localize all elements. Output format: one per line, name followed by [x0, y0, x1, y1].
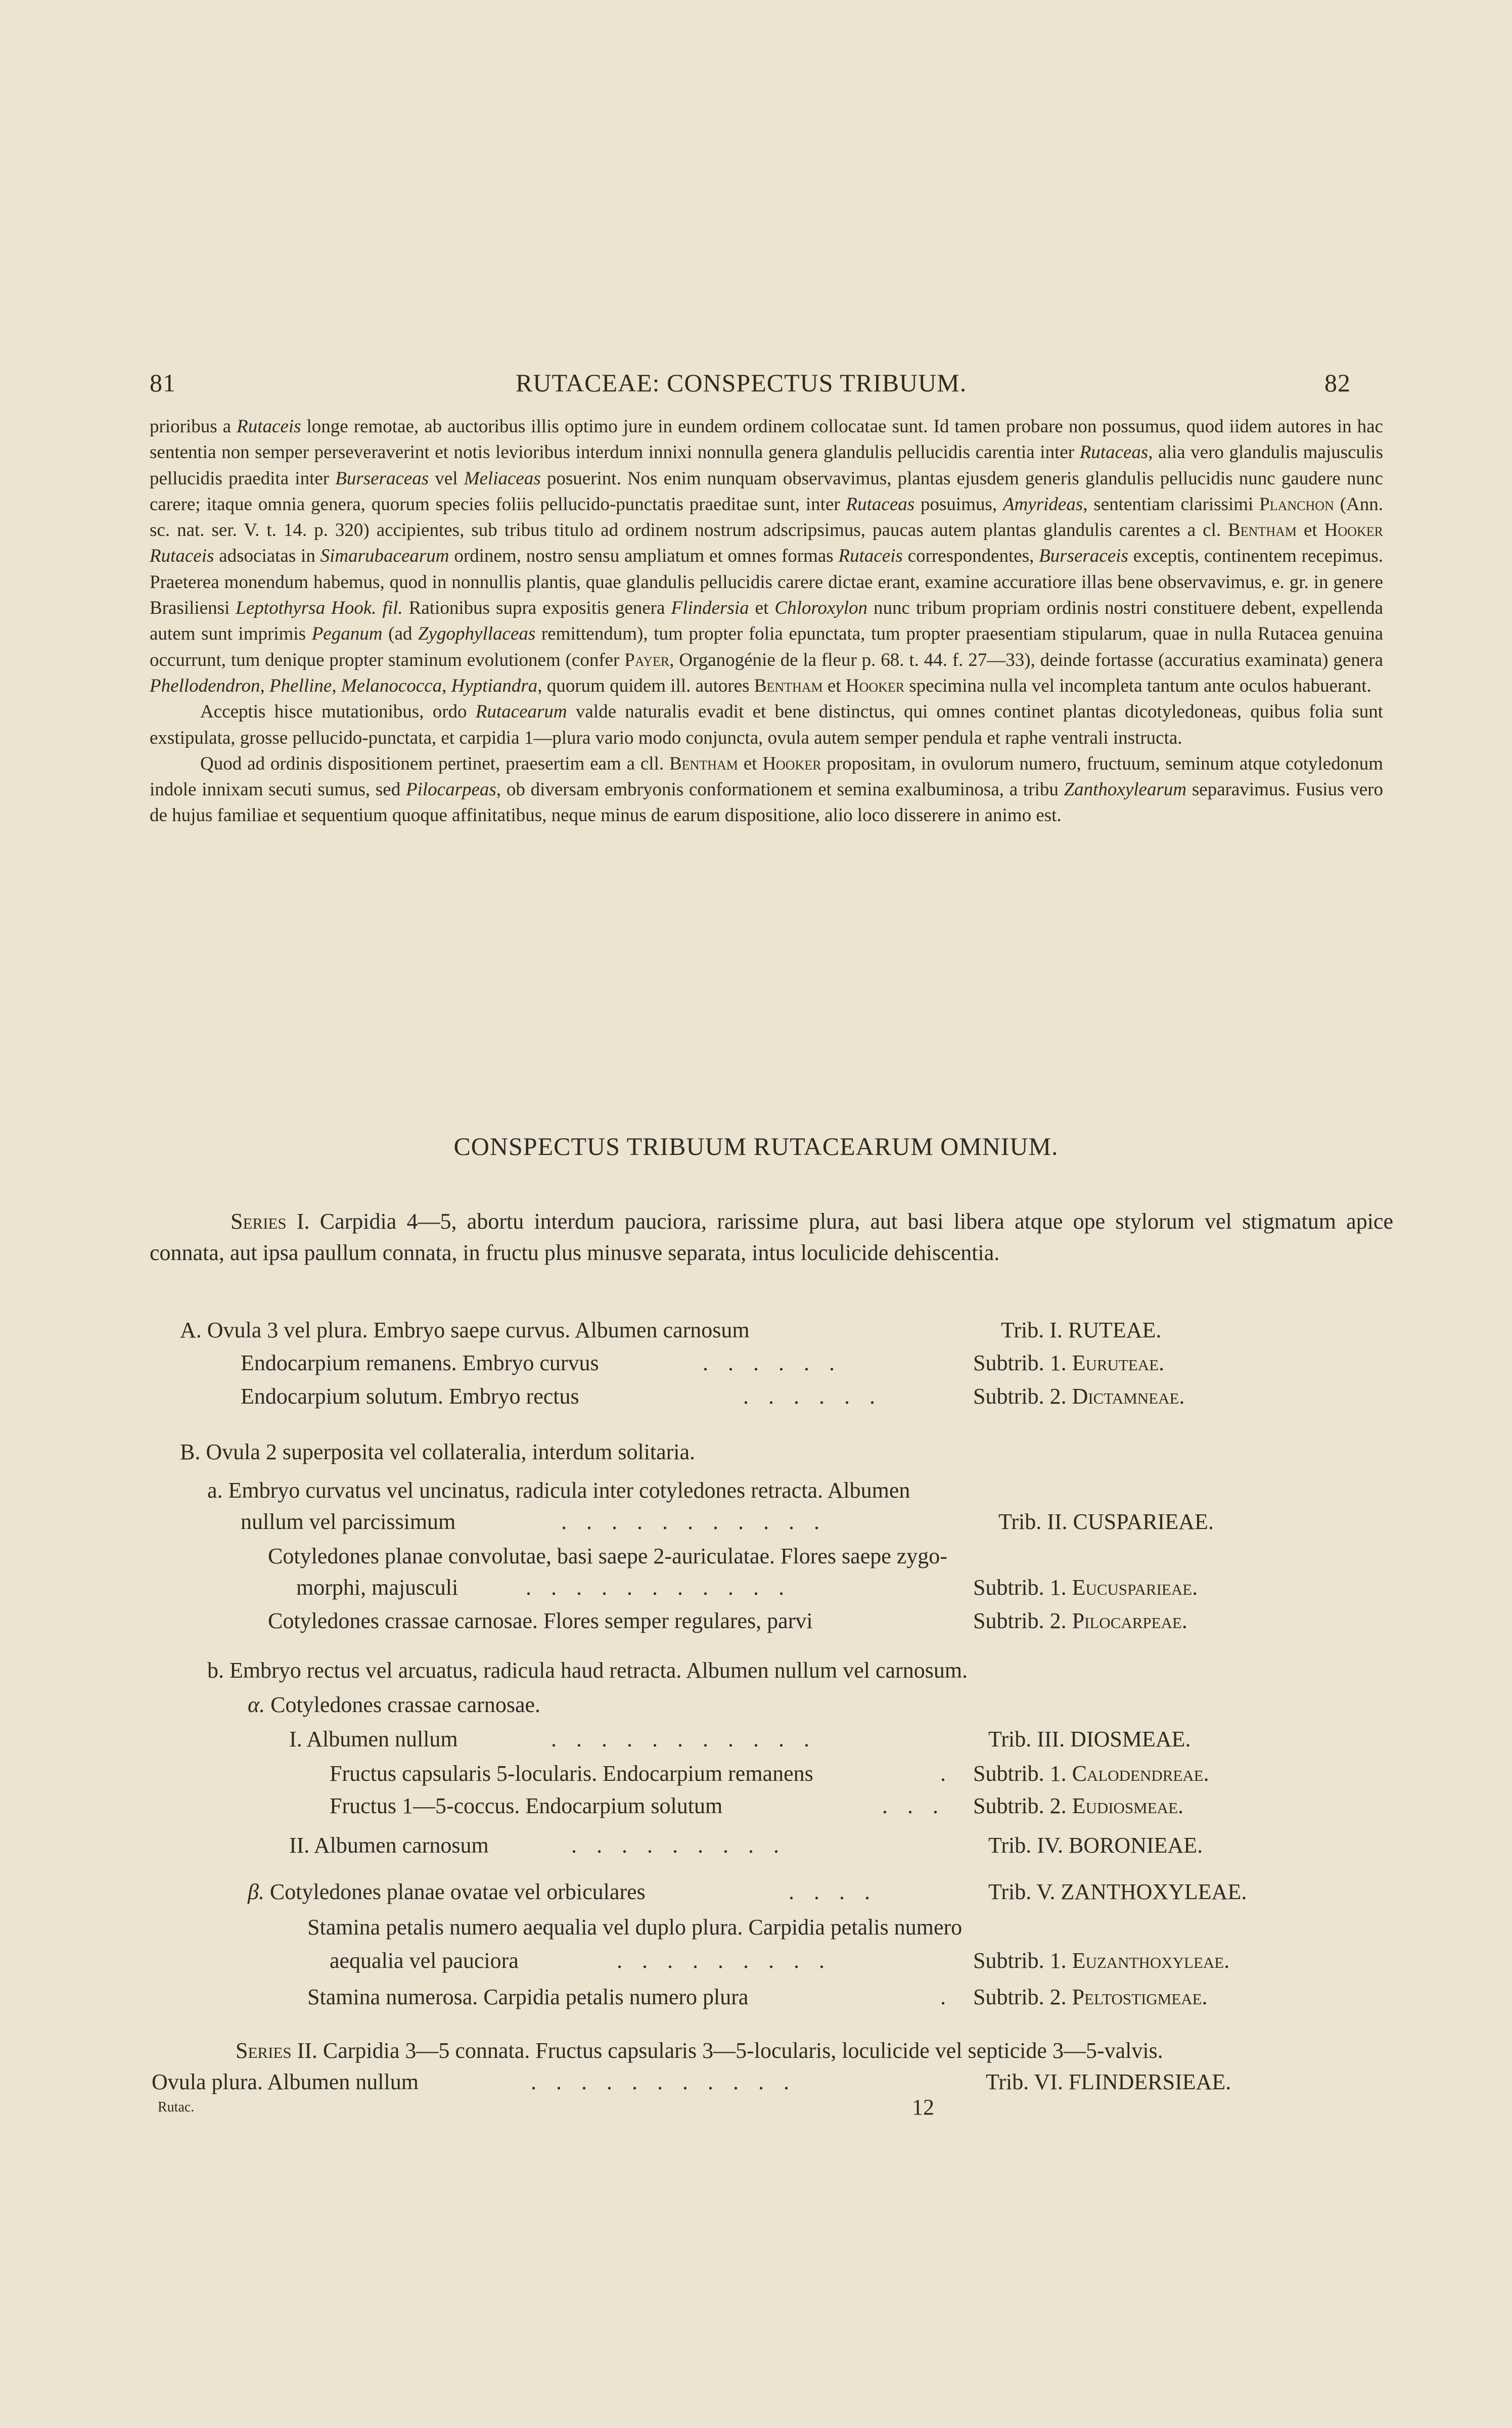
subtribe-beta1: Subtrib. 1. Euzanthoxyleae. [973, 1948, 1230, 1973]
subtribe-I2: Subtrib. 2. Eudiosmeae. [973, 1793, 1184, 1818]
key-B: B. Ovula 2 superposita vel collateralia, interdum solitaria. [180, 1440, 696, 1464]
key-I1: Fructus capsularis 5-locularis. Endocarpium remanens [330, 1761, 813, 1786]
series-1 [150, 1206, 1393, 1269]
key-beta1-line2: aequalia vel pauciora [330, 1948, 519, 1973]
key-beta: β. Cotyledones planae ovatae vel orbiculares [248, 1879, 646, 1904]
key-alpha: α. Cotyledones crassae carnosae. [248, 1692, 540, 1717]
key-Ba2: Cotyledones crassae carnosae. Flores semper regulares, parvi [268, 1608, 813, 1633]
key-Ba-line1: a. Embryo curvatus vel uncinatus, radicula inter cotyledones retracta. Albumen [207, 1478, 910, 1503]
series-1-text: I. Carpidia 4—5, abortu interdum pauciora, rarissime plura, aut basi libera atque ope stylorum vel stigmatum apice connata, aut ipsa paullum connata, in fructu plus minusve separata, intus loculicide dehiscentia. [150, 1209, 1393, 1265]
tribe-6: Trib. VI. FLINDERSIEAE. [986, 2070, 1231, 2094]
leader-dots: . [940, 1985, 953, 2009]
key-II: II. Albumen carnosum [289, 1833, 489, 1858]
tribe-4: Trib. IV. BORONIEAE. [988, 1833, 1203, 1858]
leader-dots: . . . . [789, 1879, 877, 1904]
leader-dots: . . . . . . [743, 1384, 882, 1409]
leader-dots: . . . . . . . . . . . [551, 1727, 816, 1751]
intro-text [150, 414, 1383, 829]
tribe-2: Trib. II. CUSPARIEAE. [998, 1509, 1214, 1534]
key-I2: Fructus 1—5-coccus. Endocarpium solutum [330, 1793, 723, 1818]
signature-mark: Rutac. [158, 2099, 195, 2115]
leader-dots: . . . . . . . . . . . [561, 1509, 827, 1534]
conspectus-title: CONSPECTUS TRIBUUM RUTACEARUM OMNIUM. [453, 1132, 1059, 1160]
series-2-line2: Ovula plura. Albumen nullum [152, 2070, 419, 2094]
leader-dots: . . . . . . . . . [617, 1948, 832, 1973]
intro-paragraph-2: Acceptis hisce mutationibus, ordo Rutacearum valde naturalis evadit et bene distinctus, qui omnes continet plantas dicotyledoneas, quibus folia sunt exstipulata, grosse pellucido-punctata, et carpidia 1—plura vario modo conjuncta, ovula autem semper pendula et raphe ventrali instructa. [150, 701, 1384, 748]
key-I: I. Albumen nullum [289, 1727, 458, 1751]
leader-dots: . [940, 1761, 953, 1786]
leader-dots: . . . . . . . . . . . [526, 1575, 791, 1600]
key-beta2: Stamina numerosa. Carpidia petalis numero plura [307, 1985, 749, 2009]
key-Bb: b. Embryo rectus vel arcuatus, radicula haud retracta. Albumen nullum vel carnosum. [207, 1658, 968, 1683]
tribe-1: Trib. I. RUTEAE. [1001, 1318, 1162, 1342]
key-A2: Endocarpium solutum. Embryo rectus [241, 1384, 579, 1409]
leader-dots: . . . . . . . . . . . [531, 2070, 796, 2094]
leader-dots: . . . . . . . . . [571, 1833, 786, 1858]
series-2 [236, 2038, 1163, 2069]
subtribe-Ba1: Subtrib. 1. Eucusparieae. [973, 1575, 1198, 1600]
key-Ba1-line1: Cotyledones planae convolutae, basi saepe 2-auriculatae. Flores saepe zygo- [268, 1544, 947, 1568]
intro-paragraph-1: prioribus a Rutaceis longe remotae, ab auctoribus illis optimo jure in eundem ordinem collocatae sunt. Id tamen probare non possumus, quod iidem autores in hac sententia non semper perseveraverint et notis levioribus interdum innixi nonnulla genera glandulis pellucidis carentia inter Rutaceas, alia vero glandulis majusculis pellucidis praedita inter Burseraceas vel Meliaceas posuerint. Nos enim nunquam observavimus, plantas ejusdem generis glandulis pellucidis nunc gaudere nunc carere; itaque omnia genera, quorum species foliis pellucido-punctatis praeditae sunt, inter Rutaceas posuimus, Amyrideas, sententiam clarissimi Planchon (Ann. sc. nat. ser. V. t. 14. p. 320) accipientes, sub tribus titulo ad ordinem nostrum adscripsimus, paucas autem plantas glandulis carentes a cl. Bentham et Hooker Rutaceis adsociatas in Simarubacearum ordinem, nostro sensu ampliatum et omnes formas Rutaceis correspondentes, Burseraceis exceptis, continentem recepimus. Praeterea monendum habemus, quod in nonnullis plantis, quae glandulis pellucidis carere dictae erant, examine accuratiore illas bene observavimus, e. gr. in genere Brasiliensi Leptothyrsa Hook. fil. Rationibus supra expositis genera Flindersia et Chloroxylon nunc tribum propriam ordinis nostri constituere debent, expellenda autem sunt imprimis Peganum (ad Zygophyllaceas remittendum), tum propter folia epunctata, tum propter praesentiam stipularum, quae in nulla Rutacea genuina occurrunt, tum denique propter staminum evolutionem (confer Payer, Organogénie de la fleur p. 68. t. 44. f. 27—33), deinde fortasse (accuratius examinata) genera Phellodendron, Phelline, Melanococca, Hyptiandra, quorum quidem ill. autores Bentham et Hooker specimina nulla vel incompleta tantum ante oculos habuerant. [150, 416, 1384, 696]
running-head: RUTACEAE: CONSPECTUS TRIBUUM. [516, 369, 967, 397]
key-beta1-line1: Stamina petalis numero aequalia vel duplo plura. Carpidia petalis numero [307, 1915, 963, 1940]
key-Ba1-line2: morphi, majusculi [296, 1575, 459, 1600]
key-Ba-line2: nullum vel parcissimum [241, 1509, 456, 1534]
series-2-label: Series [236, 2038, 292, 2063]
tribe-5: Trib. V. ZANTHOXYLEAE. [988, 1879, 1247, 1904]
page-number-left: 81 [150, 369, 176, 397]
subtribe-A2: Subtrib. 2. Dictamneae. [973, 1384, 1185, 1409]
tribe-3: Trib. III. DIOSMEAE. [988, 1727, 1191, 1751]
key-A: A. Ovula 3 vel plura. Embryo saepe curvus. Albumen carnosum [180, 1318, 750, 1342]
leader-dots: . . . . . . [703, 1351, 842, 1375]
key-A1: Endocarpium remanens. Embryo curvus [241, 1351, 599, 1375]
subtribe-Ba2: Subtrib. 2. Pilocarpeae. [973, 1608, 1187, 1633]
intro-paragraph-3: Quod ad ordinis dispositionem pertinet, praesertim eam a cll. Bentham et Hooker propositam, in ovulorum numero, fructuum, seminum atque cotyledonum indole innixam secuti sumus, sed Pilocarpeas, ob diversam embryonis conformationem et semina exalbuminosa, a tribu Zanthoxylearum separavimus. Fusius vero de hujus familiae et sequentium quoque affinitatibus, neque minus de earum dispositione, alio loco disserere in animo est. [150, 753, 1383, 826]
sheet-number: 12 [912, 2095, 934, 2120]
page-number-right: 82 [1324, 369, 1351, 397]
leader-dots: . . . [882, 1793, 945, 1818]
series-1-label: Series [231, 1209, 287, 1234]
subtribe-beta2: Subtrib. 2. Peltostigmeae. [973, 1985, 1208, 2009]
subtribe-A1: Subtrib. 1. Euruteae. [973, 1351, 1165, 1375]
series-2-text: II. Carpidia 3—5 connata. Fructus capsularis 3—5-locularis, loculicide vel septicide 3—5-valvis. [291, 2038, 1163, 2063]
subtribe-I1: Subtrib. 1. Calodendreae. [973, 1761, 1209, 1786]
